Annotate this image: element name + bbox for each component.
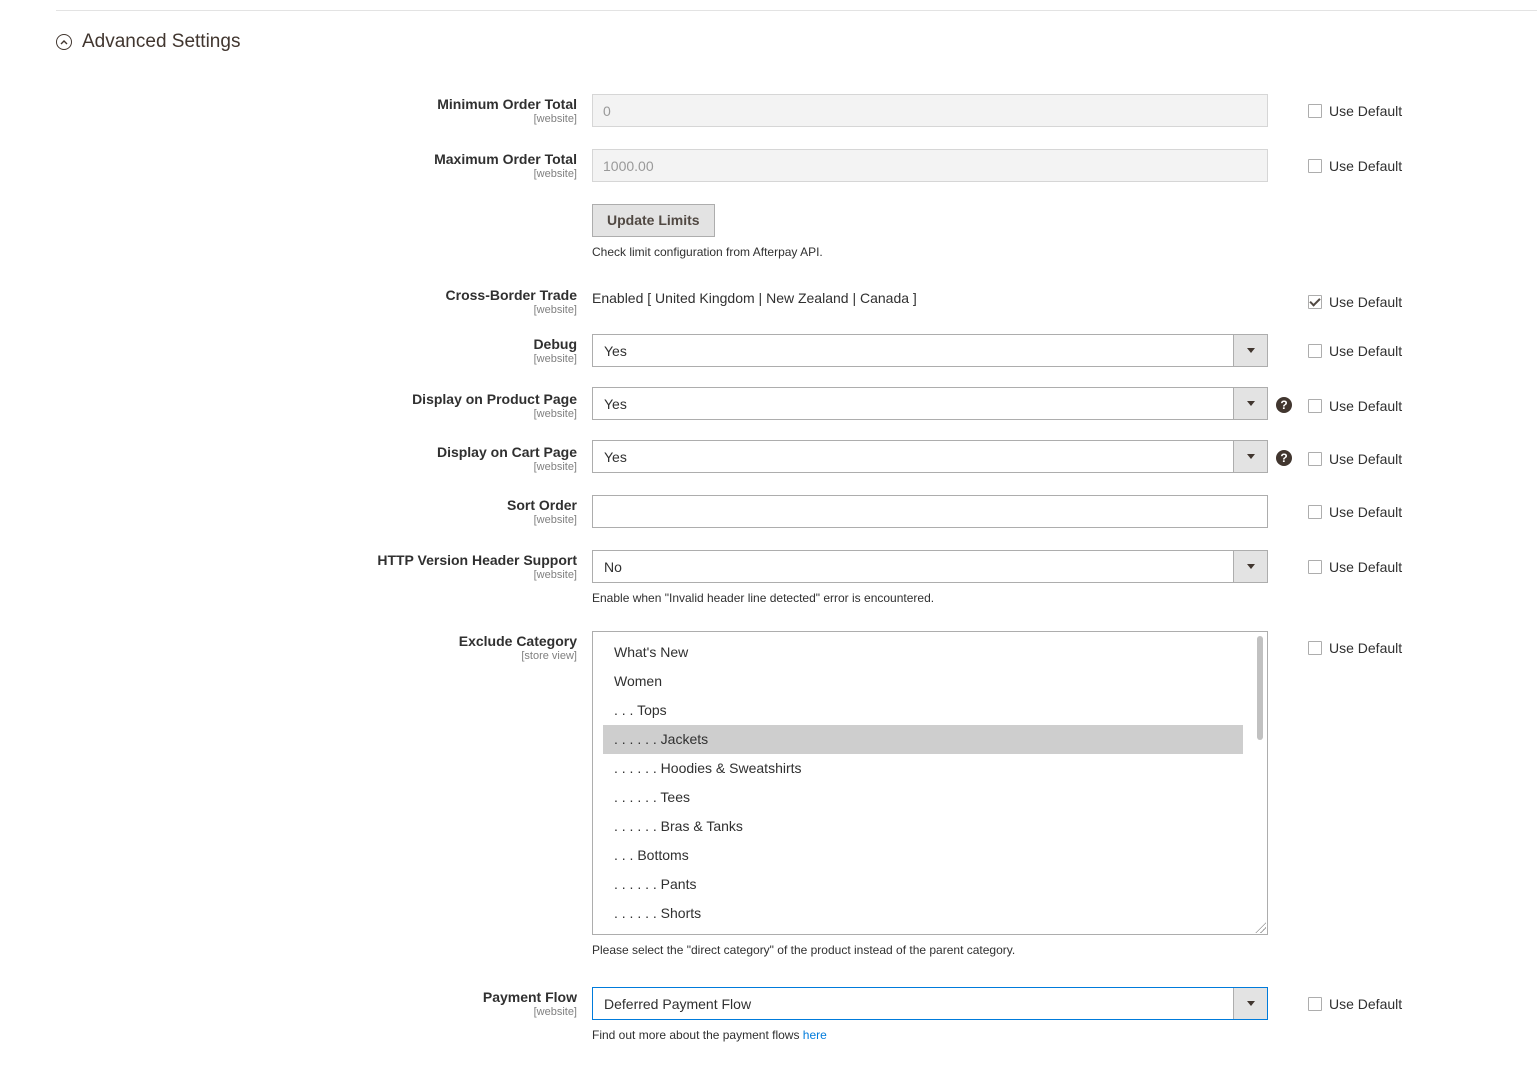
payment-flow-use-default[interactable]: [1308, 996, 1402, 1012]
select-value: Deferred Payment Flow: [604, 995, 752, 1012]
cross-border-use-default[interactable]: [1308, 294, 1402, 310]
exclude-category-use-default[interactable]: [1308, 640, 1402, 656]
display-on-product-page-select[interactable]: [592, 387, 1268, 420]
debug-use-default[interactable]: [1308, 343, 1402, 359]
use-default-label: Use Default: [1329, 640, 1403, 656]
scope-label: [website]: [533, 168, 577, 180]
scope-label: [website]: [533, 569, 577, 581]
use-default-label: Use Default: [1329, 504, 1403, 520]
category-option[interactable]: What's New: [614, 644, 689, 660]
scope-label: [website]: [533, 514, 577, 526]
use-default-label: Use Default: [1329, 294, 1403, 310]
maximum-order-total-input[interactable]: [592, 149, 1268, 182]
dropdown-arrow-icon[interactable]: [1233, 388, 1267, 419]
http-header-note: Enable when "Invalid header line detected" error is encountered.: [592, 591, 935, 605]
payment-flow-note-text: Find out more about the payment flows: [592, 1028, 800, 1042]
advanced-settings-toggle[interactable]: [56, 28, 240, 56]
category-options: [603, 638, 1243, 928]
exclude-category-multiselect[interactable]: [592, 631, 1268, 935]
use-default-checkbox[interactable]: [1308, 505, 1322, 519]
field-label: Debug: [533, 336, 577, 352]
use-default-checkbox[interactable]: [1308, 997, 1322, 1011]
scrollbar[interactable]: [1256, 636, 1264, 918]
use-default-checkbox[interactable]: [1308, 295, 1322, 309]
field-label: Cross-Border Trade: [445, 287, 577, 303]
use-default-checkbox[interactable]: [1308, 641, 1322, 655]
category-option[interactable]: . . . . . . Hoodies & Sweatshirts: [614, 760, 802, 776]
use-default-label: Use Default: [1329, 559, 1403, 575]
scope-label: [website]: [533, 461, 577, 473]
field-label: Minimum Order Total: [437, 96, 577, 112]
use-default-label: Use Default: [1329, 158, 1403, 174]
display-on-cart-page-select[interactable]: [592, 440, 1268, 473]
use-default-checkbox[interactable]: [1308, 104, 1322, 118]
category-option[interactable]: . . . Tops: [614, 702, 667, 718]
scope-label: [website]: [533, 408, 577, 420]
scope-label: [website]: [533, 1006, 577, 1018]
cross-border-trade-value: Enabled [ United Kingdom | New Zealand | Canada ]: [592, 290, 917, 306]
dropdown-arrow-icon[interactable]: [1233, 988, 1267, 1019]
use-default-checkbox[interactable]: [1308, 452, 1322, 466]
minimum-order-total-input[interactable]: [592, 94, 1268, 127]
select-value: Yes: [604, 448, 627, 465]
scrollbar-thumb[interactable]: [1257, 636, 1263, 740]
field-label: Maximum Order Total: [434, 151, 577, 167]
scope-label: [website]: [533, 113, 577, 125]
scope-label: [website]: [533, 353, 577, 365]
dropdown-arrow-icon[interactable]: [1233, 335, 1267, 366]
select-value: No: [604, 558, 622, 575]
scope-label: [store view]: [521, 650, 577, 662]
field-label: Payment Flow: [482, 989, 577, 1005]
update-limits-button[interactable]: Update Limits: [592, 204, 715, 237]
field-label: Exclude Category: [458, 633, 577, 649]
payment-flow-here-link[interactable]: here: [802, 1028, 827, 1042]
use-default-checkbox[interactable]: [1308, 159, 1322, 173]
use-default-checkbox[interactable]: [1308, 399, 1322, 413]
sort-order-use-default[interactable]: [1308, 504, 1402, 520]
sort-order-input[interactable]: [592, 495, 1268, 528]
display-cart-use-default[interactable]: [1308, 451, 1402, 467]
use-default-label: Use Default: [1329, 996, 1403, 1012]
http-version-header-select[interactable]: [592, 550, 1268, 583]
field-label: Display on Product Page: [412, 391, 577, 407]
resize-handle-icon[interactable]: [1254, 921, 1266, 933]
dropdown-arrow-icon[interactable]: [1233, 441, 1267, 472]
exclude-category-note: Please select the "direct category" of the product instead of the parent category.: [592, 943, 1016, 957]
select-value: Yes: [604, 395, 627, 412]
chevron-up-circle-icon: [56, 34, 72, 50]
field-label: Sort Order: [506, 497, 577, 513]
category-option[interactable]: . . . . . . Bras & Tanks: [614, 818, 743, 834]
help-icon[interactable]: ?: [1276, 397, 1292, 413]
category-option[interactable]: . . . . . . Shorts: [614, 905, 702, 921]
use-default-label: Use Default: [1329, 343, 1403, 359]
category-option[interactable]: . . . . . . Tees: [614, 789, 690, 805]
use-default-label: Use Default: [1329, 103, 1403, 119]
field-label: HTTP Version Header Support: [377, 552, 577, 568]
update-limits-note: Check limit configuration from Afterpay API.: [592, 245, 823, 259]
payment-flow-select[interactable]: [592, 987, 1268, 1020]
field-label: Display on Cart Page: [436, 444, 577, 460]
dropdown-arrow-icon[interactable]: [1233, 551, 1267, 582]
use-default-checkbox[interactable]: [1308, 344, 1322, 358]
http-header-use-default[interactable]: [1308, 559, 1402, 575]
max-order-use-default[interactable]: [1308, 158, 1402, 174]
use-default-checkbox[interactable]: [1308, 560, 1322, 574]
display-product-use-default[interactable]: [1308, 398, 1402, 414]
select-value: Yes: [604, 342, 627, 359]
scope-label: [website]: [533, 304, 577, 316]
use-default-label: Use Default: [1329, 451, 1403, 467]
use-default-label: Use Default: [1329, 398, 1403, 414]
category-option[interactable]: . . . Bottoms: [614, 847, 689, 863]
section-title: Advanced Settings: [82, 31, 241, 52]
help-icon[interactable]: ?: [1276, 450, 1292, 466]
debug-select[interactable]: [592, 334, 1268, 367]
min-order-use-default[interactable]: [1308, 103, 1402, 119]
payment-flow-note: [592, 1028, 1268, 1042]
category-option[interactable]: . . . . . . Jackets: [603, 725, 1243, 754]
category-option[interactable]: Women: [614, 673, 662, 689]
category-option[interactable]: . . . . . . Pants: [614, 876, 697, 892]
section-divider: [56, 10, 1537, 11]
